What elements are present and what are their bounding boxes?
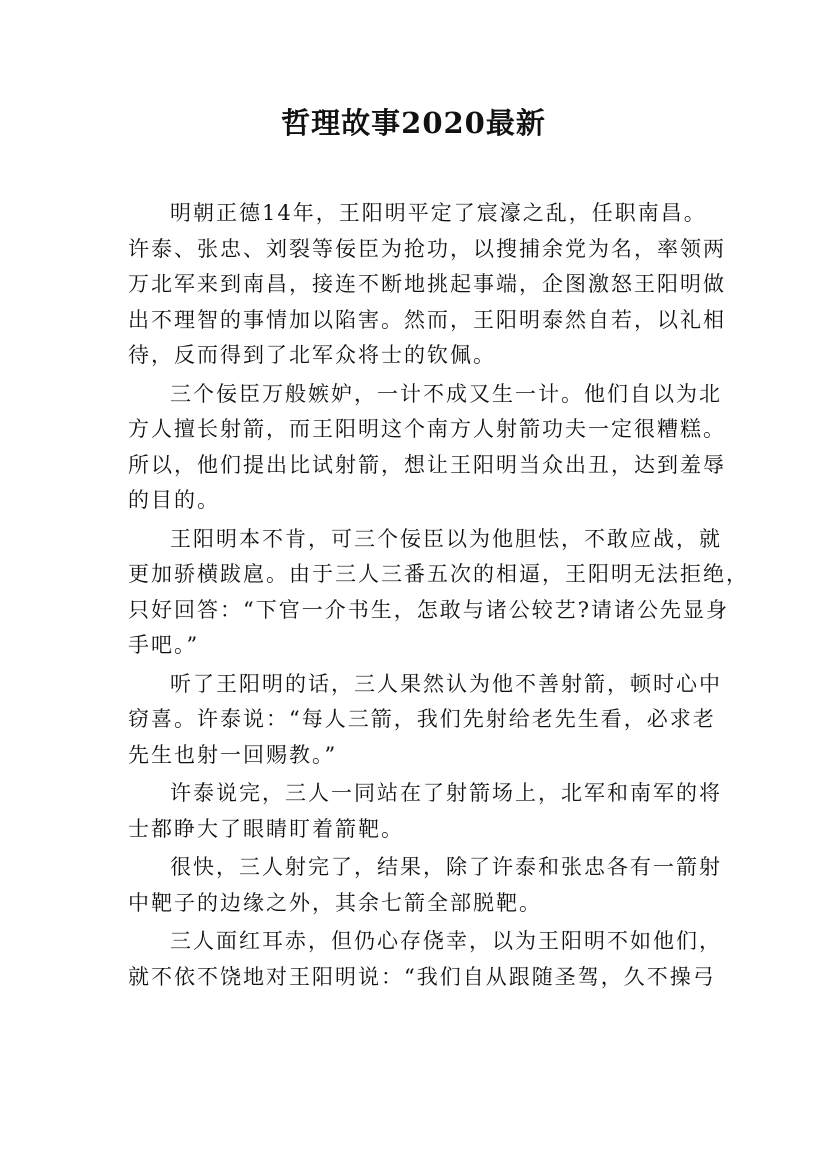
text-line: 明朝正德14年，王阳明平定了宸濠之乱，任职南昌。: [170, 201, 707, 225]
text-line: 先生也射一回赐教。”: [128, 742, 338, 767]
text-line: 三个佞臣万般嫉妒，一计不成又生一计。他们自以为北: [170, 381, 722, 406]
text-line: 待，反而得到了北军众将士的钦佩。: [128, 343, 496, 367]
text-line: 所以，他们提出比试射箭，想让王阳明当众出丑，达到羞辱: [128, 452, 726, 477]
text-line: 许泰说完，三人一同站在了射箭场上，北军和南军的将: [170, 781, 722, 805]
text-line: 出不理智的事情加以陷害。然而，王阳明泰然自若，以礼相: [128, 307, 726, 332]
paragraph: [128, 196, 726, 374]
text-line: 三人面红耳赤，但仍心存侥幸，以为王阳明不如他们，: [170, 929, 722, 953]
paragraph: [128, 776, 722, 847]
paragraph: [128, 850, 722, 921]
text-line: 很快，三人射完了，结果，除了许泰和张忠各有一箭射: [170, 855, 722, 879]
text-line: 更加骄横跋扈。由于三人三番五次的相逼，王阳明无法拒绝，: [128, 562, 749, 586]
text-line: 方人擅长射箭，而王阳明这个南方人射箭功夫一定很糟糕。: [128, 417, 726, 441]
text-line: 只好回答：“下官一介书生，怎敢与诸公较艺?请诸公先显身: [128, 597, 729, 622]
paragraph: [128, 377, 726, 519]
document-title: 哲理故事2020最新: [281, 106, 546, 140]
text-line: 听了王阳明的话，三人果然认为他不善射箭，顿时心中: [170, 671, 722, 696]
text-line: 的目的。: [128, 488, 220, 512]
paragraph: [128, 924, 722, 995]
paragraph: [128, 667, 722, 774]
text-line: 中靶子的边缘之外，其余七箭全部脱靶。: [128, 890, 542, 915]
text-line: 许泰、张忠、刘裂等佞臣为抢功，以搜捕余党为名，率领两: [128, 236, 726, 261]
text-line: 就不依不饶地对王阳明说：“我们自从跟随圣驾，久不操弓: [128, 964, 716, 989]
text-line: 万北军来到南昌，接连不断地挑起事端，企图激怒王阳明做: [128, 272, 726, 296]
text-line: 士都睁大了眼睛盯着箭靶。: [128, 816, 404, 841]
text-line: 王阳明本不肯，可三个佞臣以为他胆怯，不敢应战，就: [170, 526, 722, 551]
text-line: 手吧。”: [128, 633, 200, 657]
paragraph: [128, 522, 749, 664]
document-body: [128, 196, 749, 995]
text-line: 窃喜。许泰说：“每人三箭，我们先射给老先生看，必求老: [128, 707, 716, 731]
